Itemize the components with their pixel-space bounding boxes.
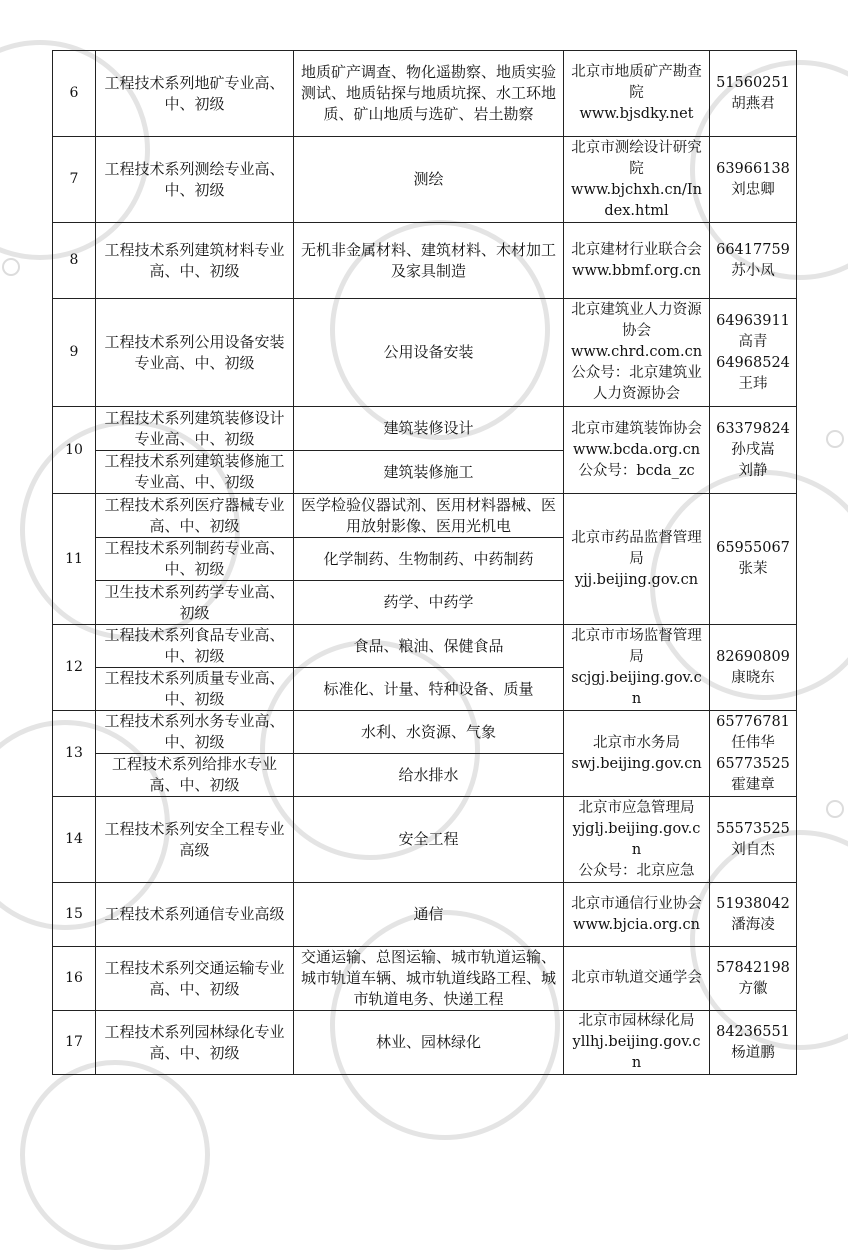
cell-line: 刘自杰 — [731, 841, 775, 858]
cell-line: yjj.beijing.gov.cn — [574, 571, 699, 588]
scope-cell: 测绘 — [294, 137, 564, 223]
series-cell: 工程技术系列医疗器械专业高、中、初级 — [96, 494, 294, 538]
series-cell: 工程技术系列安全工程专业高级 — [96, 797, 294, 883]
organization-cell — [564, 137, 710, 223]
scope-cell: 化学制药、生物制药、中药制药 — [294, 538, 564, 581]
organization-cell — [564, 223, 710, 299]
table-row — [53, 1011, 797, 1075]
table-row — [53, 299, 797, 407]
table-row — [53, 797, 797, 883]
row-number: 17 — [53, 1011, 96, 1075]
row-number: 12 — [53, 625, 96, 711]
cell-line: 65773525 — [716, 755, 790, 772]
cell-line: 北京市市场监督管理局 — [571, 627, 702, 665]
contact-cell — [710, 299, 797, 407]
organization-cell — [564, 883, 710, 947]
table-row — [53, 51, 797, 137]
series-cell: 工程技术系列质量专业高、中、初级 — [96, 668, 294, 711]
scope-cell: 建筑装修设计 — [294, 407, 564, 451]
scope-cell: 给水排水 — [294, 754, 564, 797]
organization-cell — [564, 51, 710, 137]
row-number: 16 — [53, 947, 96, 1011]
series-cell: 工程技术系列建筑装修设计专业高、中、初级 — [96, 407, 294, 451]
series-cell: 工程技术系列建筑材料专业高、中、初级 — [96, 223, 294, 299]
cell-line: yjglj.beijing.gov.cn — [572, 820, 701, 858]
table-row — [53, 494, 797, 538]
contact-cell — [710, 1011, 797, 1075]
cell-line: www.bbmf.org.cn — [572, 262, 701, 279]
cell-line: 84236551 — [716, 1023, 790, 1040]
cell-line: 64968524 — [716, 354, 790, 371]
cell-line: 苏小凤 — [731, 262, 775, 279]
cell-line: 51938042 — [716, 895, 790, 912]
row-number: 14 — [53, 797, 96, 883]
series-cell: 工程技术系列通信专业高级 — [96, 883, 294, 947]
scope-cell: 地质矿产调查、物化遥勘察、地质实验测试、地质钻探与地质坑探、水工环地质、矿山地质与选矿、岩土勘察 — [294, 51, 564, 137]
cell-line: www.bjcia.org.cn — [573, 916, 700, 933]
organization-cell — [564, 299, 710, 407]
cell-line: 北京市建筑装饰协会 — [571, 420, 702, 437]
cell-line: www.bjsdky.net — [579, 106, 694, 122]
cell-line: 刘忠卿 — [731, 181, 775, 198]
table-row — [53, 223, 797, 299]
organization-cell — [564, 625, 710, 711]
cell-line: 公众号：bcda_zc — [578, 462, 695, 479]
contact-cell — [710, 797, 797, 883]
contact-cell — [710, 137, 797, 223]
cell-line: www.bjchxh.cn/Index.html — [571, 181, 702, 219]
scope-cell: 公用设备安装 — [294, 299, 564, 407]
cell-line: 65776781 — [716, 713, 790, 730]
series-cell: 工程技术系列交通运输专业高、中、初级 — [96, 947, 294, 1011]
cell-line: 公众号：北京建筑业人力资源协会 — [571, 365, 702, 402]
cell-line: 63966138 — [716, 160, 790, 177]
organization-cell — [564, 947, 710, 1011]
series-cell: 工程技术系列公用设备安装专业高、中、初级 — [96, 299, 294, 407]
cell-line: 潘海凌 — [731, 916, 775, 933]
cell-line: 65955067 — [716, 540, 790, 556]
scope-cell: 药学、中药学 — [294, 581, 564, 625]
series-cell: 工程技术系列测绘专业高、中、初级 — [96, 137, 294, 223]
cell-line: 公众号：北京应急 — [578, 862, 695, 879]
organization-cell — [564, 494, 710, 625]
contact-cell — [710, 711, 797, 797]
contact-cell — [710, 51, 797, 137]
scope-cell: 标准化、计量、特种设备、质量 — [294, 668, 564, 711]
cell-line: 霍建章 — [731, 776, 775, 793]
cell-line: 北京市测绘设计研究院 — [571, 139, 702, 177]
series-cell: 工程技术系列地矿专业高、中、初级 — [96, 51, 294, 137]
cell-line: 北京建材行业联合会 — [571, 241, 702, 258]
scope-cell: 食品、粮油、保健食品 — [294, 625, 564, 668]
cell-line: 刘静 — [738, 462, 768, 479]
table-row — [53, 947, 797, 1011]
cell-line: 康晓东 — [731, 669, 775, 686]
cell-line: 51560251 — [716, 74, 790, 91]
cell-line: 57842198 — [716, 959, 790, 976]
series-cell: 卫生技术系列药学专业高、初级 — [96, 581, 294, 625]
cell-line: 北京市地质矿产勘查院 — [571, 64, 702, 101]
cell-line: 孙戌嵩 — [731, 441, 775, 458]
series-cell: 工程技术系列食品专业高、中、初级 — [96, 625, 294, 668]
cell-line: 北京市轨道交通学会 — [571, 970, 702, 986]
contact-cell — [710, 223, 797, 299]
cell-line: 胡燕君 — [731, 95, 775, 112]
table-row — [53, 137, 797, 223]
cell-line: 杨道鹏 — [731, 1044, 775, 1061]
series-cell: 工程技术系列给排水专业高、中、初级 — [96, 754, 294, 797]
scope-cell: 林业、园林绿化 — [294, 1011, 564, 1075]
scope-cell: 交通运输、总图运输、城市轨道运输、城市轨道车辆、城市轨道线路工程、城市轨道电务、快递工程 — [294, 947, 564, 1011]
series-cell: 工程技术系列园林绿化专业高、中、初级 — [96, 1011, 294, 1075]
cell-line: 66417759 — [716, 241, 790, 258]
organization-cell — [564, 1011, 710, 1075]
table-row — [53, 883, 797, 947]
watermark-seal — [20, 1060, 210, 1250]
cell-line: 北京市药品监督管理局 — [571, 529, 702, 567]
row-number: 13 — [53, 711, 96, 797]
watermark-dot — [2, 258, 20, 276]
contact-cell — [710, 407, 797, 494]
row-number: 9 — [53, 299, 96, 407]
cell-line: yllhj.beijing.gov.cn — [572, 1034, 701, 1071]
cell-line: 方徽 — [738, 980, 768, 997]
cell-line: www.bcda.org.cn — [572, 441, 701, 458]
scope-cell: 无机非金属材料、建筑材料、木材加工及家具制造 — [294, 223, 564, 299]
scope-cell: 水利、水资源、气象 — [294, 711, 564, 754]
cell-line: 63379824 — [716, 420, 790, 437]
organization-cell — [564, 407, 710, 494]
contact-cell — [710, 947, 797, 1011]
cell-line: 北京市水务局 — [593, 734, 680, 751]
contact-cell — [710, 494, 797, 625]
scope-cell: 医学检验仪器试剂、医用材料器械、医用放射影像、医用光机电 — [294, 494, 564, 538]
watermark-dot — [826, 800, 844, 818]
cell-line: 王玮 — [738, 375, 768, 392]
cell-line: 张茉 — [738, 561, 768, 577]
cell-line: 82690809 — [716, 648, 790, 665]
series-cell: 工程技术系列建筑装修施工专业高、中、初级 — [96, 451, 294, 494]
series-cell: 工程技术系列水务专业高、中、初级 — [96, 711, 294, 754]
scope-cell: 通信 — [294, 883, 564, 947]
qualification-table — [52, 50, 797, 1075]
series-cell: 工程技术系列制药专业高、中、初级 — [96, 538, 294, 581]
scope-cell: 安全工程 — [294, 797, 564, 883]
watermark-dot — [826, 430, 844, 448]
cell-line: 55573525 — [716, 820, 790, 837]
row-number: 15 — [53, 883, 96, 947]
table-body — [53, 51, 797, 1075]
table-row — [53, 711, 797, 754]
table-row — [53, 407, 797, 451]
row-number: 10 — [53, 407, 96, 494]
cell-line: www.chrd.com.cn — [570, 344, 703, 360]
row-number: 7 — [53, 137, 96, 223]
row-number: 6 — [53, 51, 96, 137]
cell-line: swj.beijing.gov.cn — [571, 755, 702, 772]
cell-line: 北京市园林绿化局 — [578, 1013, 695, 1029]
table-row — [53, 625, 797, 668]
organization-cell — [564, 711, 710, 797]
row-number: 8 — [53, 223, 96, 299]
cell-line: 北京市应急管理局 — [578, 799, 695, 816]
cell-line: 北京市通信行业协会 — [571, 895, 702, 912]
organization-cell — [564, 797, 710, 883]
cell-line: 64963911 — [716, 312, 790, 329]
contact-cell — [710, 625, 797, 711]
contact-cell — [710, 883, 797, 947]
cell-line: 高青 — [738, 333, 768, 350]
cell-line: 北京建筑业人力资源协会 — [571, 302, 702, 339]
cell-line: 任伟华 — [731, 734, 775, 751]
scope-cell: 建筑装修施工 — [294, 451, 564, 494]
cell-line: scjgj.beijing.gov.cn — [571, 669, 702, 707]
row-number: 11 — [53, 494, 96, 625]
